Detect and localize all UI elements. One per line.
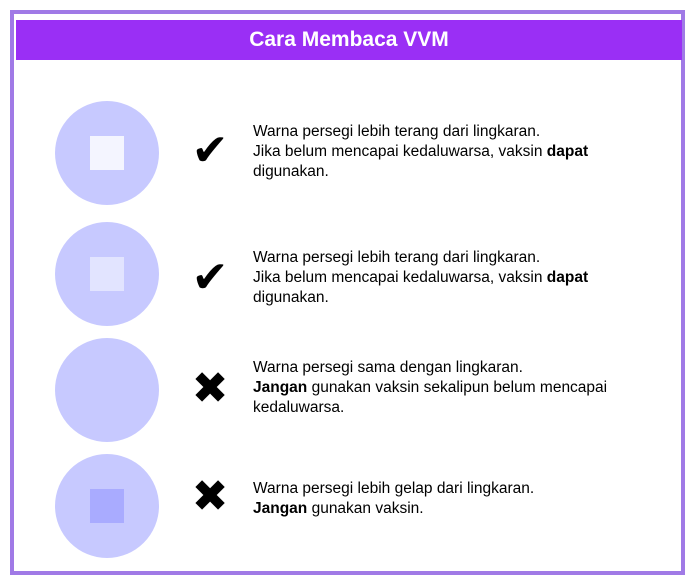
description-emphasis: Jangan <box>253 500 308 517</box>
description-line-3: kedaluwarsa. <box>253 399 345 416</box>
vvm-square <box>90 136 124 170</box>
vvm-description <box>253 358 673 418</box>
description-line-1: Warna persegi lebih terang dari lingkaran. <box>253 249 541 266</box>
description-line-2: gunakan vaksin. <box>307 500 424 517</box>
description-line-1: Warna persegi lebih gelap dari lingkaran. <box>253 480 535 497</box>
description-emphasis: dapat <box>546 143 589 160</box>
diagram-title: Cara Membaca VVM <box>16 20 682 60</box>
description-line-3: digunakan. <box>253 289 329 306</box>
vvm-circle <box>55 222 159 326</box>
vvm-row-3 <box>0 336 700 446</box>
cross-icon: ✖ <box>191 363 229 414</box>
description-line-3: digunakan. <box>253 163 329 180</box>
vvm-row-4 <box>0 452 700 562</box>
vvm-square <box>90 257 124 291</box>
vvm-row-1 <box>0 98 700 208</box>
vvm-row-2 <box>0 218 700 328</box>
description-line-1: Warna persegi sama dengan lingkaran. <box>253 359 523 376</box>
description-line-2: Jika belum mencapai kedaluwarsa, vaksin <box>253 269 547 286</box>
description-line-1: Warna persegi lebih terang dari lingkaran. <box>253 123 541 140</box>
check-icon: ✔ <box>191 125 229 176</box>
description-line-2: gunakan vaksin sekalipun belum mencapai <box>307 379 608 396</box>
vvm-square <box>90 489 124 523</box>
description-line-2: Jika belum mencapai kedaluwarsa, vaksin <box>253 143 547 160</box>
vvm-circle <box>55 454 159 558</box>
vvm-circle <box>55 101 159 205</box>
description-emphasis: dapat <box>546 269 589 286</box>
vvm-description <box>253 248 673 308</box>
vvm-square <box>90 373 124 407</box>
cross-icon: ✖ <box>191 471 229 522</box>
description-emphasis: Jangan <box>253 379 308 396</box>
check-icon: ✔ <box>191 252 229 303</box>
vvm-description <box>253 479 673 519</box>
vvm-circle <box>55 338 159 442</box>
vvm-description <box>253 122 673 182</box>
